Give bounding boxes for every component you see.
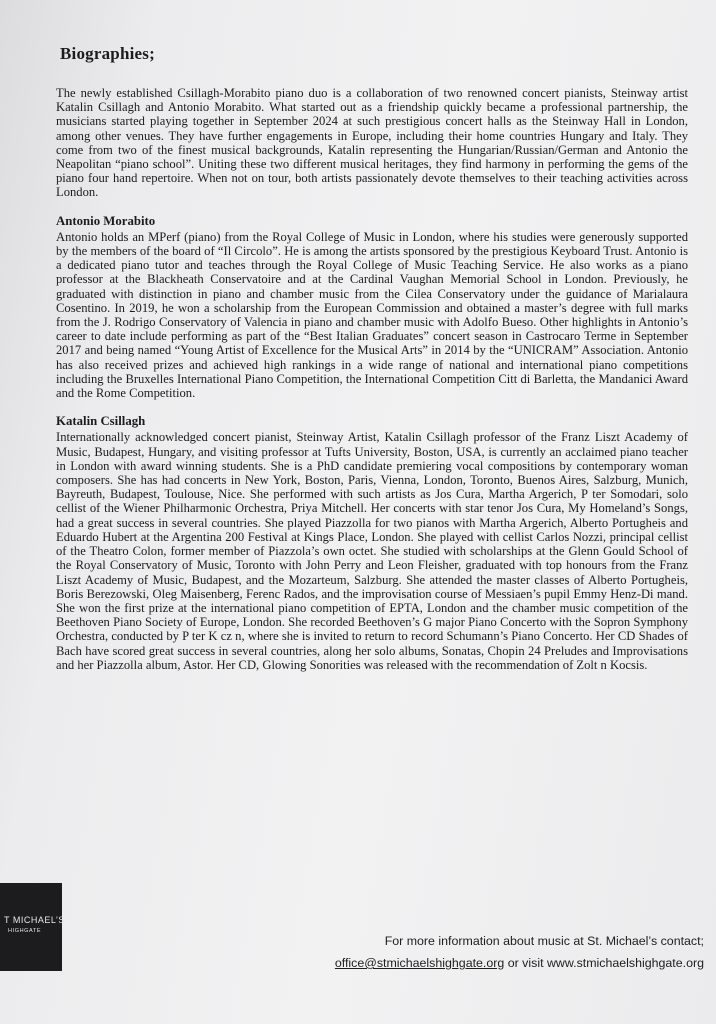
antonio-bio: Antonio holds an MPerf (piano) from the Royal College of Music in London, where his studies were generously supported by the members of the board of “Il Circolo”. He is among the artists sponsored by the prestigious Keyboard Trust. Antonio is a dedicated piano tutor and teaches through the Royal College of Music Teaching Service. He also works as a piano professor at the Blackheath Conservatoire and at the Cardinal Vaughan Memorial School in London. Previously, he graduated with distinction in piano and chamber music from the Cilea Conservatory under the guidance of Marialaura Cosentino. In 2019, he won a scholarship from the European Commission and obtained a master’s degree with full marks from the J. Rodrigo Conservatory of Valencia in piano and chamber music with Adolfo Bueso. Other highlights in Antonio’s career to date include performing as part of the “Best Italian Graduates” concert season in Castrocaro Terme in September 2017 and being named “Young Artist of Excellence for the Musical Arts” in 2014 by the “UNICRAM” Association. Antonio has also received prizes and achieved high rankings in a wide range of national and international piano competitions including the Bruxelles International Piano Competition, the International Competition Citt di Barletta, the Mandanici Award and the Rome Competition. (56, 229, 688, 401)
logo-subtitle: HIGHGATE (8, 928, 42, 934)
st-michaels-logo (0, 883, 65, 971)
page-title: Biographies; (60, 44, 155, 63)
intro-paragraph: The newly established Csillagh-Morabito piano duo is a collaboration of two renowned concert pianists, Steinway artist Katalin Csillagh and Antonio Morabito. What started out as a friendship quickly became a professional partnership, the musicians started playing together in September 2024 at such prestigious concert halls as the Steinway Hall in London, among other venues. They have further engagements in Europe, including their home countries Hungary and Italy. They come from two of the finest musical backgrounds, Katalin representing the Hungarian/Russian/German and Antonio the Neapolitan “piano school”. Uniting these two different musical heritages, they find harmony in performing the gems of the piano four hand repertoire. When not on tour, both artists passionately devote themselves to their teaching activities across London. (56, 86, 688, 200)
footer-info-line: For more information about music at St. Michael’s contact; (384, 934, 704, 948)
antonio-section (56, 214, 688, 401)
biographies-content (56, 44, 688, 686)
katalin-heading: Katalin Csillagh (56, 414, 146, 429)
intro-section (56, 86, 688, 200)
footer-contact-line (284, 952, 704, 974)
website-link[interactable]: www.stmichaelshighgate.org (546, 956, 704, 970)
katalin-bio: Internationally acknowledged concert pianist, Steinway Artist, Katalin Csillagh professor of the Franz Liszt Academy of Music, Budapest, Hungary, and visiting professor at Tufts University, Boston, USA, is currently an acclaimed piano teacher in London with award winning students. She is a PhD candidate premiering vocal compositions by contemporary woman composers. She has had concerts in New York, Boston, Paris, Vienna, London, Toronto, Buenos Aires, Salzburg, Munich, Bayreuth, Budapest, Toulouse, Nice. She performed with such artists as Jos Cura, Martha Argerich, P ter Somodari, solo cellist of the Wiener Philharmonic Orchestra, Priya Mitchell. Her concerts with star tenor Jos Cura, My Homeland’s Songs, had a great success in several countries. She played Piazzolla for two pianos with Martha Argerich, Alberto Portugheis and Eduardo Hubert at the Argentina 200 Festival at Kings Place, London. She played with cellist Carlos Nozzi, principal cellist of the Theatro Colon, former member of Piazzola’s own octet. She studied with scholarships at the Glenn Gould School of the Royal Conservatory of Music, Toronto with John Perry and Leon Fleisher, graduated with top honours from the Franz Liszt Academy of Music, Budapest, and the Mozarteum, Salzburg. She attended the master classes of Alberto Portugheis, Boris Berezowski, Oleg Maisenberg, Ferenc Rados, and the improvisation course of Messiaen’s pupil Emmy Henz-Di mand. She won the first prize at the international piano competition of EPTA, London and the chamber music competition of the Beethoven Piano Society of Europe, London. She recorded Beethoven’s G major Piano Concerto with the Sopron Symphony Orchestra, conducted by P ter K cz n, where she is invited to return to record Schumann’s Piano Concerto. Her CD Shades of Bach have scored great success in several countries, along her solo albums, Sonatas, Chopin 24 Preludes and Improvisations and her Piazzolla album, Astor. Her CD, Glowing Sonorities was released with the recommendation of Zolt n Kocsis. (56, 430, 688, 672)
email-link[interactable]: office@stmichaelshighgate.org (334, 956, 505, 970)
contact-footer (284, 930, 704, 974)
footer-connector-text: or visit (504, 956, 547, 970)
antonio-heading: Antonio Morabito (56, 213, 156, 228)
katalin-section (56, 414, 688, 672)
logo-name: T MICHAEL’S (4, 915, 65, 925)
